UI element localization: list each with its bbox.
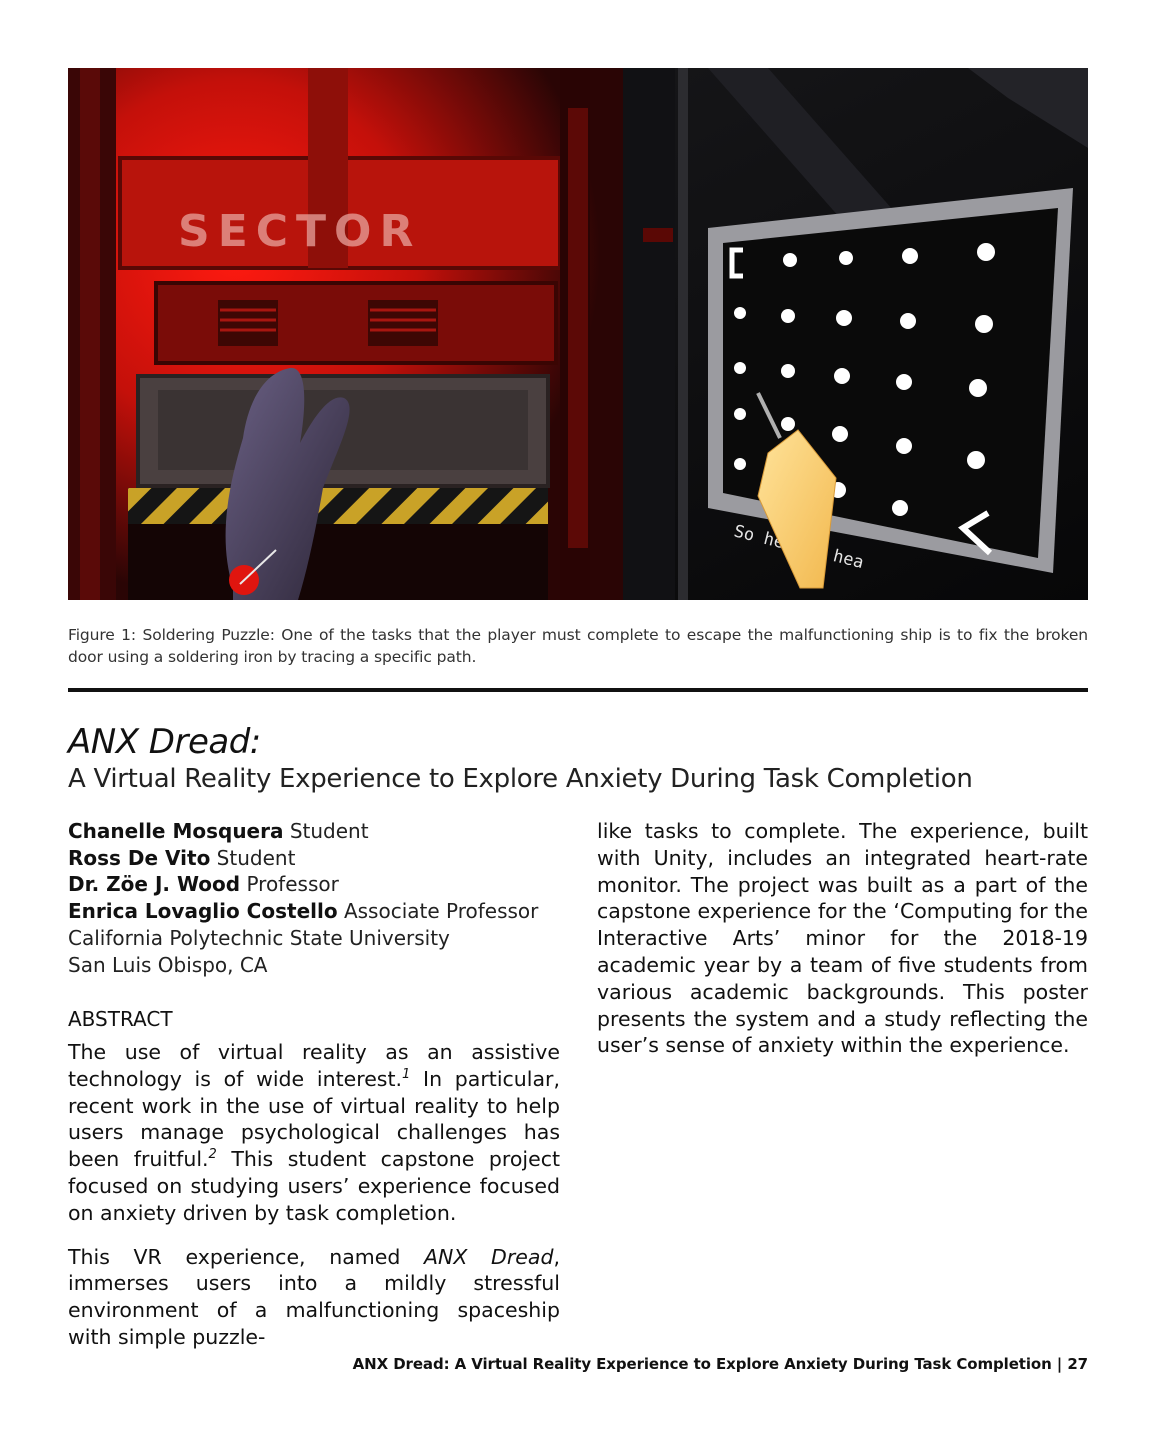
- abstract-paragraph: [68, 1039, 560, 1227]
- abstract-paragraph-continued: like tasks to complete. The experience, built with Unity, includes an integrated heart-rate monitor. The project was built as a part of the capstone experience for the ‘Computing for the Interactive Arts’ minor for the 2018-19 academic year by a team of five students from various academic backgrounds. This poster presents the system and a study reflecting the user’s sense of anxiety within the experience.: [597, 819, 1088, 1058]
- running-title: ANX Dread: A Virtual Reality Experience to Explore Anxiety During Task Completion: [352, 1355, 1052, 1373]
- abstract-right-column: [597, 818, 1088, 1059]
- author-name: Enrica Lovaglio Costello: [68, 899, 338, 924]
- abstract-heading: ABSTRACT: [68, 1007, 173, 1031]
- page-footer: [353, 1355, 1088, 1373]
- footnote-ref: 1: [402, 1066, 411, 1082]
- project-name: ANX Dread: [424, 1244, 554, 1269]
- author-line: [68, 898, 568, 925]
- figure-caption: Figure 1: Soldering Puzzle: One of the tasks that the player must complete to escape the malfunctioning ship is to fix the broken door using a soldering iron by tracing a specific path.: [68, 626, 1088, 666]
- author-block: [68, 818, 568, 978]
- screen-text: So he hea: [731, 521, 866, 574]
- page-number: 27: [1067, 1355, 1088, 1373]
- author-role: Student: [210, 845, 296, 870]
- abstract-text: , immerses users into a mildly stressful environment of a malfunctioning spaceship with simple puzzle-: [68, 1244, 560, 1349]
- abstract-text: This student capstone project focused on studying users’ experience focused on anxiety driven by task completion.: [68, 1147, 560, 1225]
- abstract-paragraph: [68, 1244, 560, 1351]
- abstract-text: This VR experience, named: [68, 1244, 425, 1269]
- abstract-left-column: [68, 1039, 560, 1368]
- author-role: Associate Professor: [337, 899, 539, 924]
- paper-title: ANX Dread:: [68, 722, 261, 762]
- author-role: Student: [283, 819, 369, 843]
- author-line: [68, 818, 568, 845]
- author-name: Ross De Vito: [68, 845, 211, 870]
- footer-separator: |: [1056, 1355, 1063, 1373]
- figure-image: [68, 68, 1088, 600]
- section-divider: [68, 688, 1088, 692]
- author-name: Dr. Zöe J. Wood: [68, 872, 241, 897]
- author-line: [68, 871, 568, 898]
- author-line: [68, 845, 568, 872]
- affiliation-university: California Polytechnic State University: [68, 925, 450, 950]
- sector-label: SECTOR: [178, 206, 422, 257]
- affiliation-location: San Luis Obispo, CA: [68, 952, 268, 977]
- abstract-text: The use of virtual reality as an assistive technology is of wide interest.: [68, 1040, 560, 1091]
- vr-scene-illustration: [68, 68, 1088, 600]
- abstract-text: In particular, recent work in the use of virtual reality to help users manage psychological challenges has been fruitful.: [68, 1066, 560, 1172]
- author-name: Chanelle Mosquera: [68, 819, 284, 843]
- paper-subtitle: A Virtual Reality Experience to Explore Anxiety During Task Completion: [68, 764, 973, 794]
- author-role: Professor: [240, 872, 339, 897]
- footnote-ref: 2: [208, 1147, 217, 1163]
